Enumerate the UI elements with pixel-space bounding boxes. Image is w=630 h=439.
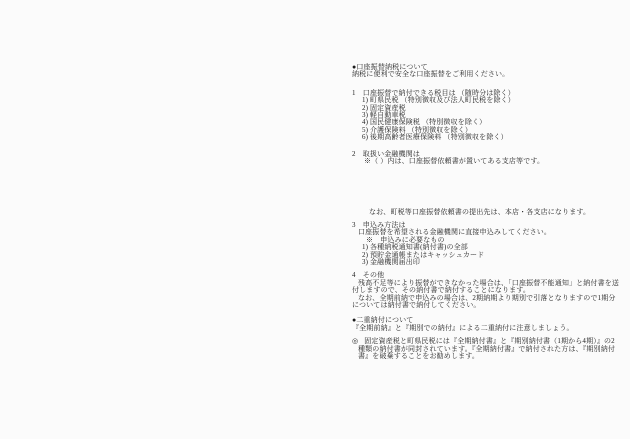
section-account-transfer: [352, 63, 620, 309]
taxable-item: 5) 介護保険料 （特別徴収を除く）: [362, 125, 473, 134]
application-line: 口座振替を希望される金融機関に直接申込みしてください。: [358, 228, 552, 237]
other-line: 付しますので、その納付書で納付することになります。: [352, 286, 531, 295]
application-heading: 3 申込み方法は: [352, 220, 406, 229]
application-item: 2) 預貯金通帳またはキャッシュカード: [362, 250, 485, 259]
other-line: なお、全期前納で申込みの場合は、2期納期より期別で引落となりますので1期分: [358, 293, 616, 302]
double-payment-note-text: 固定資産税と町県民税には『全期納付書』と『期別納付書（1期から4期）』の2: [364, 337, 615, 346]
submission-note: なお、町税等口座振替依頼書の提出先は、本店・各支店になります。: [369, 208, 591, 217]
double-payment-title: ●二重納付について: [352, 316, 414, 325]
taxable-item: 1) 町県民税 （特別徴収及び法人町民税を除く）: [362, 96, 515, 105]
double-circle-marker: ◎: [352, 337, 359, 346]
double-payment-line: 『全期前納』と『期別での納付』による二重納付に注意しましょう。: [352, 323, 574, 332]
other-heading: 4 その他: [352, 271, 385, 280]
double-payment-note-line: 種類の納付書が同封されています。『全期納付書』で納付された方は、『期別納付: [358, 344, 615, 353]
document-content: [352, 63, 620, 360]
double-payment-note-line: 書』を破棄することをお勧めします。: [358, 351, 479, 360]
taxable-item: 2) 固定資産税: [362, 103, 406, 112]
application-item: 1) 各種納税通知書(納付書)の全部: [362, 243, 468, 252]
taxable-item: 3) 軽自動車税: [362, 111, 406, 120]
other-line: 残高不足等により振替ができなかった場合は、「口座振替不能通知」と納付書を送: [358, 278, 620, 287]
financial-institutions-note: ※（ ）内は、口座振替依頼書が置いてある支店等です。: [364, 157, 545, 166]
application-item: 3) 金融機関届出印: [362, 257, 421, 266]
taxable-items-heading: 1 口座振替で納付できる税目は （随時分は除く）: [352, 88, 515, 97]
account-transfer-intro: 納税に便利で安全な口座振替をご利用ください。: [352, 70, 510, 79]
taxable-item: 6) 後期高齢者医療保険料 （特別徴収を除く）: [362, 133, 508, 142]
section-double-payment: [352, 316, 615, 360]
taxable-item: 4) 国民健康保険税 （特別徴収を除く）: [362, 118, 487, 127]
account-transfer-title: ●口座振替納税について: [352, 63, 428, 71]
application-note: ※ 申込みに必要なもの: [366, 235, 445, 244]
financial-institutions-heading: 2 取扱い金融機関は: [352, 149, 420, 158]
other-line: については納付書で納付してください。: [352, 300, 481, 309]
